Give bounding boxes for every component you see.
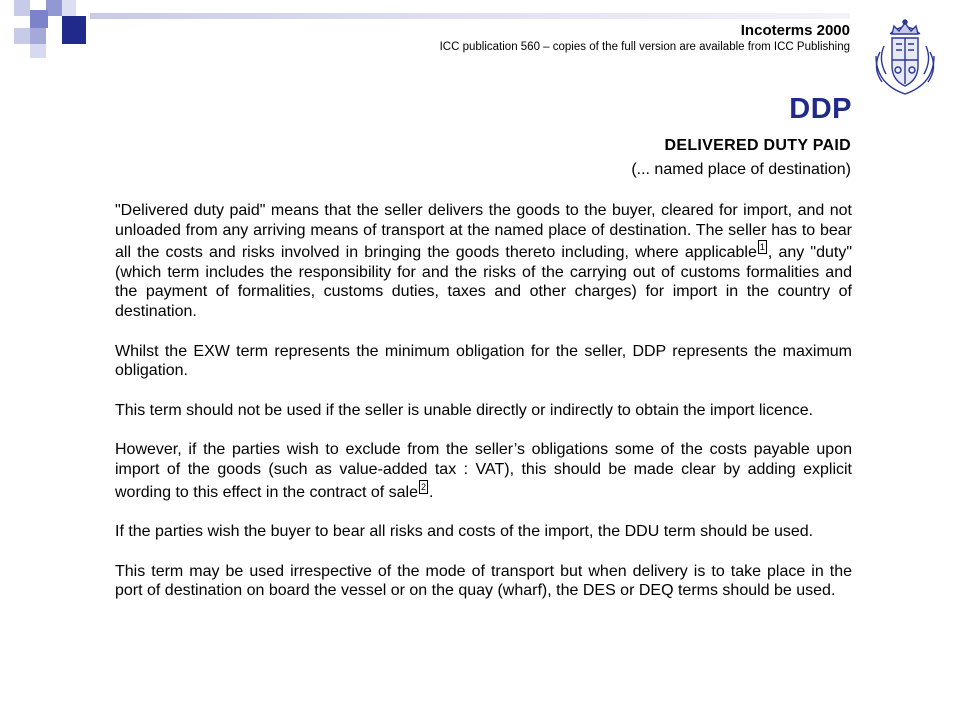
square-mid <box>30 10 48 28</box>
paragraph-text: . <box>428 483 434 501</box>
header-rule <box>90 13 850 19</box>
footnote-marker[interactable]: 1 <box>759 242 765 253</box>
footnote-marker[interactable]: 2 <box>420 481 426 492</box>
square-light <box>30 44 46 58</box>
term-place: (... named place of destination) <box>631 161 851 178</box>
crest-logo <box>868 16 942 98</box>
square-light <box>14 0 30 16</box>
square-light <box>14 28 30 44</box>
paragraph-exclusion <box>115 440 852 502</box>
term-name: DELIVERED DUTY PAID <box>664 137 851 154</box>
header-title: Incoterms 2000 <box>740 22 850 39</box>
term-code: DDP <box>789 93 852 125</box>
paragraph-obligation: Whilst the EXW term represents the minimum obligation for the seller, DDP represents the maximum obligation. <box>115 342 852 380</box>
document-body <box>115 201 852 621</box>
paragraph-definition <box>115 201 852 322</box>
square-mid <box>46 0 62 16</box>
paragraph-text: However, if the parties wish to exclude from the seller’s obligations some of the costs payable upon import of the goods (such as value-added tax : VAT), this should be made clear by adding explicit wording to this effect in the contract of sale <box>115 441 852 501</box>
paragraph-ddu: If the parties wish the buyer to bear all risks and costs of the import, the DDU term should be used. <box>115 523 814 541</box>
square-mid <box>30 28 46 44</box>
square-dark <box>62 16 86 44</box>
square-light <box>62 0 76 16</box>
decorative-squares <box>0 0 90 60</box>
paragraph-text: "Delivered duty paid" means that the seller delivers the goods to the buyer, cleared for import, and not unloaded from any arriving means of transport at the named place of destination. The seller has to bear all the costs and risks involved in bringing the goods thereto including, where applicable <box>115 202 852 262</box>
header-subtitle: ICC publication 560 – copies of the full version are available from ICC Publishing <box>439 41 850 53</box>
paragraph-transport: This term may be used irrespective of the mode of transport but when delivery is to take place in the port of destination on board the vessel or on the quay (wharf), the DES or DEQ terms should be used. <box>115 562 852 600</box>
paragraph-text: , any "duty" (which term includes the responsibility for and the risks of the carrying out of customs formalities and the payment of formalities, customs duties, taxes and other charges) for import in the country of destination. <box>115 244 853 320</box>
paragraph-licence: This term should not be used if the seller is unable directly or indirectly to obtain the import licence. <box>115 401 814 419</box>
